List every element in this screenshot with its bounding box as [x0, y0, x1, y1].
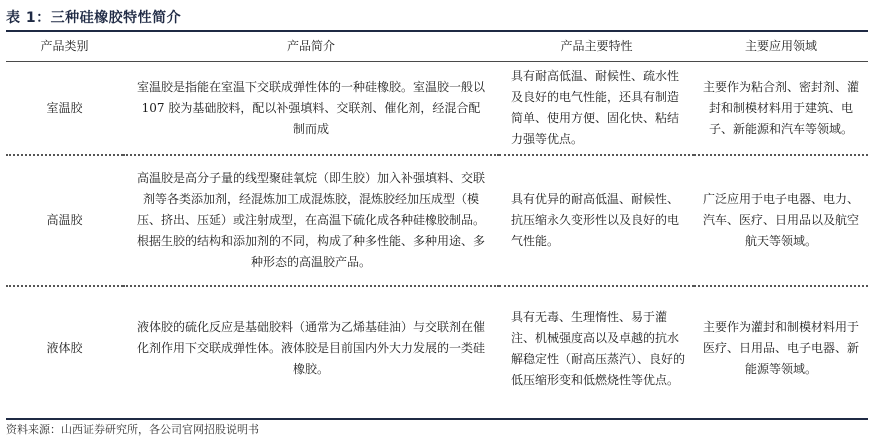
features-cell: 具有无毒、生理惰性、易于灌注、机械强度高以及卓越的抗水解稳定性（耐高压蒸汽）、良好的低压缩形变和低燃烧性等优点。 [511, 309, 686, 387]
silicone-rubber-table [6, 32, 868, 410]
table-row [6, 155, 868, 286]
table-row [6, 62, 868, 156]
header-row [6, 32, 868, 62]
column-header: 主要应用领域 [744, 39, 817, 53]
intro-cell: 高温胶是高分子量的线型聚硅氧烷（即生胶）加入补强填料、交联剂等各类添加剂，经混炼加工成混炼胶，混炼胶经加压成型（模压、挤出、压延）或注射成型，在高温下硫化成各种硅橡胶制品。根据生胶的结构和添加剂的不同，构成了种多性能、多种用途、多种形态的高温胶产品。 [137, 171, 486, 269]
applications-cell: 主要作为灌封和制模材料用于医疗、日用品、电子电器、新能源等领域。 [702, 320, 859, 376]
features-cell: 具有优异的耐高低温、耐候性、抗压缩永久变形性以及良好的电气性能。 [511, 192, 680, 248]
intro-cell: 液体胶的硫化反应是基础胶料（通常为乙烯基硅油）与交联剂在催化剂作用下交联成弹性体。液体胶是目前国内外大力发展的一类硅橡胶。 [137, 320, 486, 376]
table-row [6, 286, 868, 410]
source-note: 资料来源：山西证券研究所，各公司官网招股说明书 [6, 423, 259, 436]
applications-cell: 广泛应用于电子电器、电力、汽车、医疗、日用品以及航空航天等领域。 [702, 192, 859, 248]
applications-cell: 主要作为粘合剂、密封剂、灌封和制模材料用于建筑、电子、新能源和汽车等领域。 [702, 79, 859, 136]
column-header: 产品简介 [286, 39, 335, 53]
category-cell: 高温胶 [46, 213, 83, 227]
table-title: 表 1：三种硅橡胶特性简介 [6, 10, 182, 26]
features-cell: 具有耐高低温、耐候性、疏水性及良好的电气性能，还具有制造简单、使用方便、固化快、粘结力强等优点。 [511, 69, 680, 146]
column-header: 产品类别 [40, 39, 89, 53]
bottom-rule [6, 418, 868, 420]
intro-cell: 室温胶是指能在室温下交联成弹性体的一种硅橡胶。室温胶一般以 107 胶为基础胶料，配以补强填料、交联剂、催化剂，经混合配制而成 [137, 79, 486, 136]
category-cell: 室温胶 [46, 100, 83, 115]
column-header: 产品主要特性 [560, 39, 633, 53]
category-cell: 液体胶 [46, 341, 83, 355]
